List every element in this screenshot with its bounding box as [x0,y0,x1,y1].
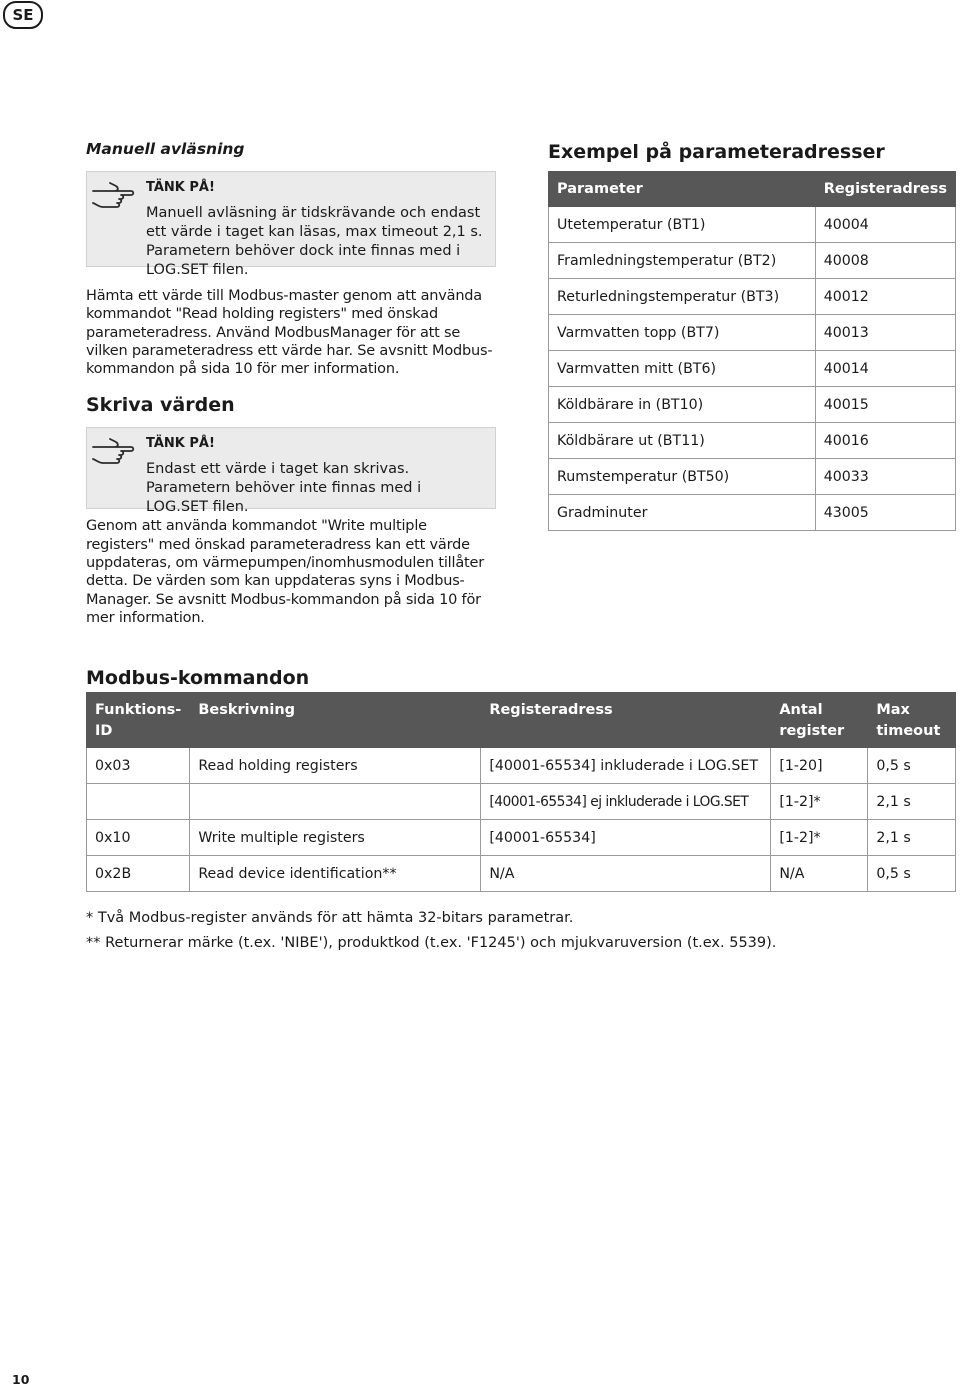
footnotes [86,906,956,956]
table-cell: Framledningstemperatur (BT2) [549,243,816,279]
footnote: ** Returnerar märke (t.ex. 'NIBE'), produktkod (t.ex. 'F1245') och mjukvaruversion (t.ex. 5539). [86,935,777,951]
table-cell: Köldbärare ut (BT11) [549,423,816,459]
table-row [87,856,956,892]
table-cell: Write multiple registers [190,820,481,856]
table-cell: 40015 [815,387,955,423]
note-text: Endast ett värde i taget kan skrivas. Parametern behöver inte finnas med i LOG.SET filen. [146,461,422,516]
table-cell: Varmvatten topp (BT7) [549,315,816,351]
table-cell: 40008 [815,243,955,279]
manual-reading-heading: Manuell avläsning [86,140,245,158]
table-cell: N/A [481,856,771,892]
table-cell: [40001-65534] inkluderade i LOG.SET [481,748,771,784]
table-cell: [1-20] [771,748,868,784]
table-cell: [1-2]* [771,784,868,820]
table-header-row [549,172,956,207]
column-header: Max timeout [868,693,956,748]
modbus-commands-heading: Modbus-kommandon [86,667,310,689]
table-row [87,748,956,784]
table-cell: Köldbärare in (BT10) [549,387,816,423]
table-row [549,459,956,495]
table-cell: [1-2]* [771,820,868,856]
table-cell: [40001-65534] [481,820,771,856]
table-cell: Read device identification** [190,856,481,892]
table-cell: Gradminuter [549,495,816,531]
modbus-commands-table [86,692,956,892]
column-header: Beskrivning [190,693,481,748]
footnote: * Två Modbus-register används för att hämta 32-bitars parametrar. [86,910,574,926]
write-body-text: Genom att använda kommandot "Write multiple registers" med önskad parameteradress kan ett värde uppdateras, om värmepumpen/inomhusmodulen tillåter detta. De värden som kan uppdateras syns i Modbus-Manager. Se avsnitt Modbus-kommandon på sida 10 för mer information. [86,518,484,626]
page-number: 10 [12,1372,30,1387]
table-cell: 40014 [815,351,955,387]
manual-note-box [86,171,496,278]
parameter-table [548,171,956,531]
language-badge: SE [3,1,43,29]
table-row [549,207,956,243]
table-cell: 40012 [815,279,955,315]
table-header-row [87,693,956,748]
note-text: Manuell avläsning är tidskrävande och endast ett värde i taget kan läsas, max timeout 2,1 s. Parametern behöver dock inte finnas med i LOG.SET filen. [146,205,483,278]
table-row [87,820,956,856]
write-values-heading: Skriva värden [86,394,235,417]
column-header: Registeradress [815,172,955,207]
note-title: TÄNK PÅ! [146,180,215,195]
table-cell: 0,5 s [868,856,956,892]
column-header: Registeradress [481,693,771,748]
table-row [549,351,956,387]
table-cell: 40004 [815,207,955,243]
table-cell [87,784,190,820]
table-row [549,387,956,423]
table-cell: Rumstemperatur (BT50) [549,459,816,495]
table-cell: 2,1 s [868,784,956,820]
table-cell: [40001-65534] ej inkluderade i LOG.SET [481,784,771,820]
column-header: Funktions-ID [87,693,190,748]
table-row [87,784,956,820]
table-cell: N/A [771,856,868,892]
param-examples-heading: Exempel på parameteradresser [548,141,885,163]
modbus-section [86,667,956,956]
table-cell: 0x03 [87,748,190,784]
table-cell: 40013 [815,315,955,351]
table-cell: 2,1 s [868,820,956,856]
table-cell: Read holding registers [190,748,481,784]
table-cell [190,784,481,820]
table-row [549,243,956,279]
note-title: TÄNK PÅ! [146,436,215,452]
manual-body-text: Hämta ett värde till Modbus-master genom att använda kommandot "Read holding registers" med önskad parameteradress. Använd ModbusManager för att se vilken parameteradress ett värde har. Se avsnitt Modbus-kommandon på sida 10 för mer information. [86,288,493,378]
table-cell: Varmvatten mitt (BT6) [549,351,816,387]
table-cell: 0,5 s [868,748,956,784]
table-cell: 0x2B [87,856,190,892]
table-cell: 43005 [815,495,955,531]
column-header: Antal register [771,693,868,748]
table-cell: 0x10 [87,820,190,856]
table-row [549,279,956,315]
column-header: Parameter [549,172,816,207]
write-note-box [86,427,496,516]
left-column [86,140,496,627]
right-column [548,140,956,531]
table-cell: 40033 [815,459,955,495]
pointing-hand-icon [91,436,137,466]
pointing-hand-icon [91,180,137,210]
table-row [549,495,956,531]
table-row [549,423,956,459]
table-cell: 40016 [815,423,955,459]
table-row [549,315,956,351]
table-cell: Utetemperatur (BT1) [549,207,816,243]
table-cell: Returledningstemperatur (BT3) [549,279,816,315]
